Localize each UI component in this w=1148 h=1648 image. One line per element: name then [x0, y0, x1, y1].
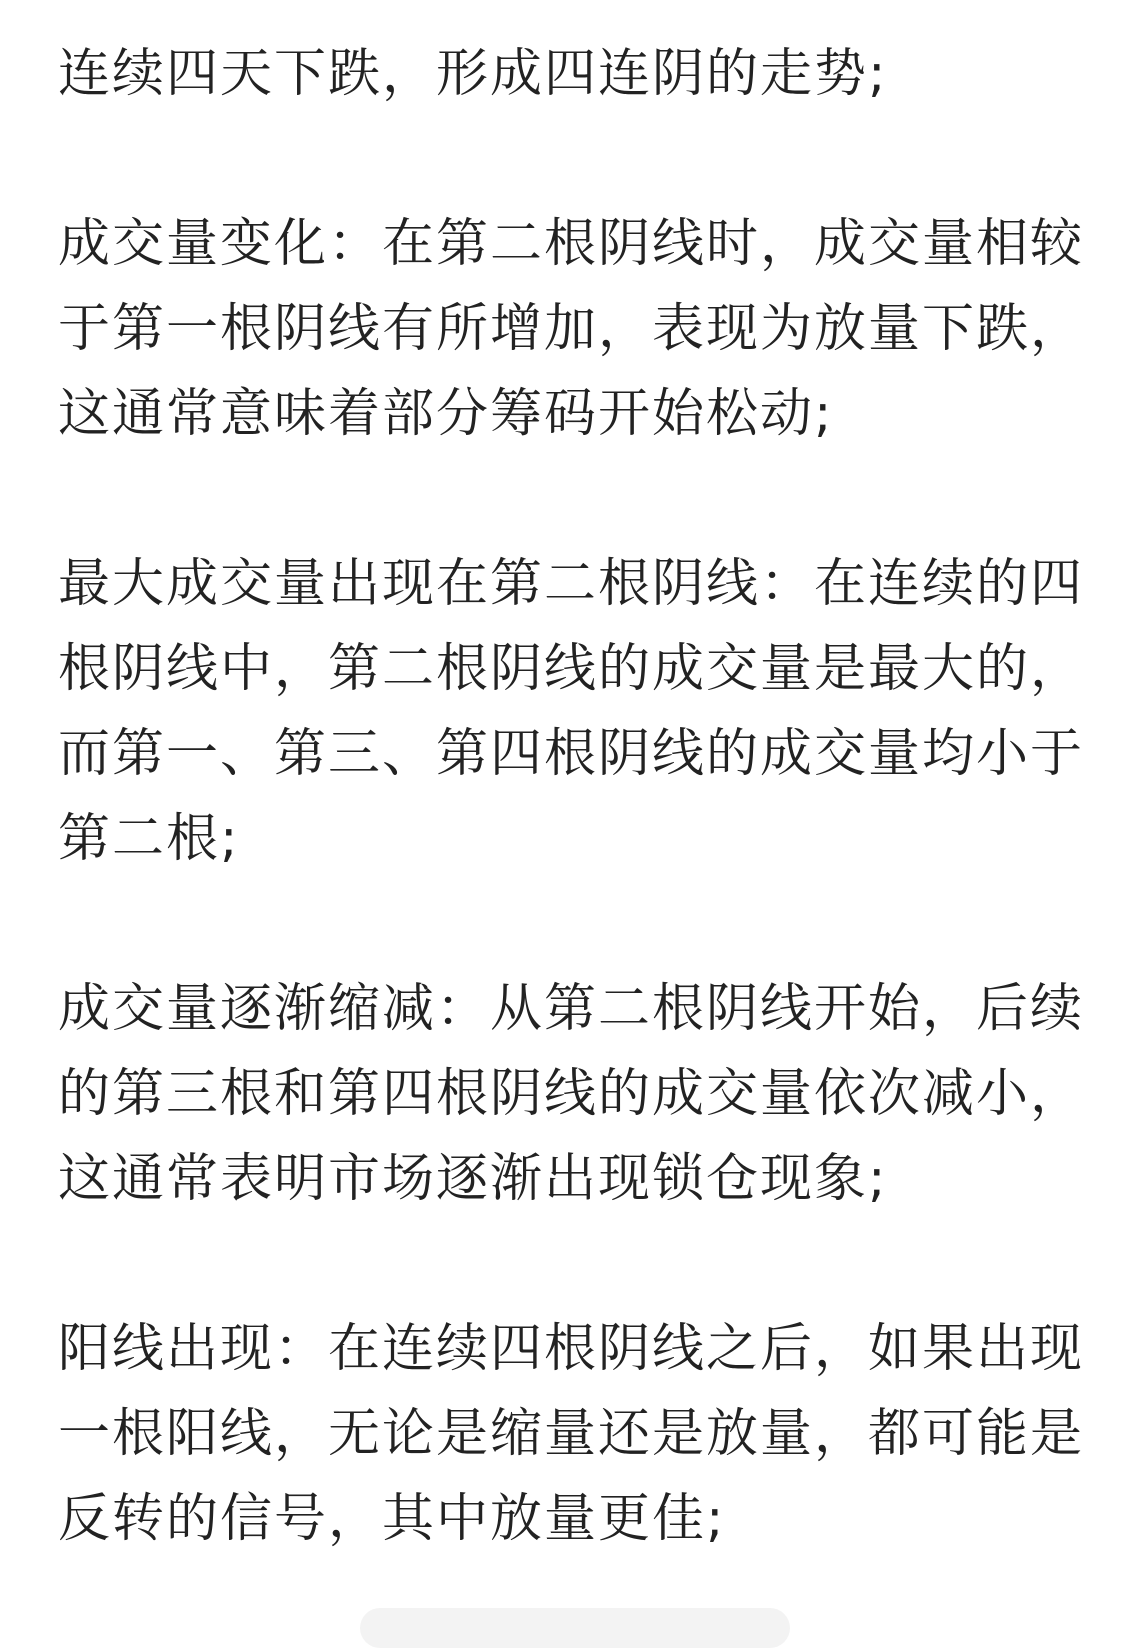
- bottom-fade-bar: [360, 1608, 790, 1648]
- paragraph-trend: 连续四天下跌，形成四连阴的走势;: [58, 44, 888, 104]
- paragraph-yang-line: 阳线出现：在连续四根阴线之后，如果出现一根阳线，无论是缩量还是放量，都可能是反转的信号，其中放量更佳;: [58, 1319, 1085, 1549]
- article-body: [58, 32, 1098, 1647]
- paragraph-volume-change: 成交量变化：在第二根阴线时，成交量相较于第一根阴线有所增加，表现为放量下跌，这通常意味着部分筹码开始松动;: [58, 214, 1085, 444]
- paragraph-max-volume: 最大成交量出现在第二根阴线：在连续的四根阴线中，第二根阴线的成交量是最大的，而第一、第三、第四根阴线的成交量均小于第二根;: [58, 554, 1085, 869]
- paragraph-volume-shrink: 成交量逐渐缩减：从第二根阴线开始，后续的第三根和第四根阴线的成交量依次减小，这通常表明市场逐渐出现锁仓现象;: [58, 979, 1085, 1209]
